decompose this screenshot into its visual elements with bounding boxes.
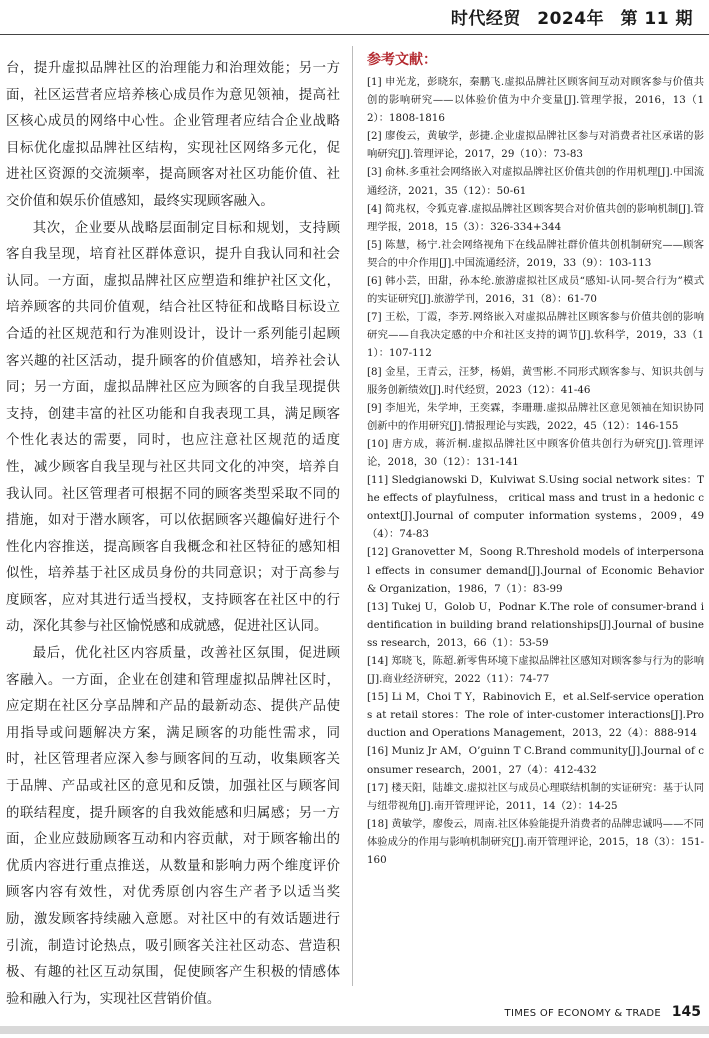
reference-item: [17] 楼天阳，陆雄文.虚拟社区与成员心理联结机制的实证研究：基于认同与纽带视角[J].南开管理评论，2011，14（2）：14-25 — [367, 781, 704, 812]
journal-year: 2024年 — [537, 9, 605, 29]
journal-issue: 第 11 期 — [620, 9, 693, 29]
reference-item: [2] 廖俊云，黄敏学，彭捷.企业虚拟品牌社区参与对消费者社区承诺的影响研究[J].管理评论，2017，29（10）：73-83 — [367, 130, 704, 161]
footer-bar — [0, 1026, 709, 1034]
reference-item: [1] 申光龙，彭晓东，秦鹏飞.虚拟品牌社区顾客间互动对顾客参与价值共创的影响研究——以体验价值为中介变量[J].管理学报，2016，13（12）：1808-1816 — [367, 76, 704, 125]
body-paragraph: 最后，优化社区内容质量，改善社区氛围，促进顾客融入。一方面，企业在创建和管理虚拟品牌社区时，应定期在社区分享品牌和产品的最新动态、提供产品使用指导或问题解决方案，满足顾客的功能性需求，同时，社区管理者应深入参与顾客间的互动，收集顾客关于品牌、产品或社区的意见和反馈，加强社区与顾客间的联结程度，提升顾客的自我效能感和归属感；另一方面，企业应鼓励顾客互动和内容贡献，对于顾客输出的优质内容进行重点推送，从数量和影响力两个维度评价顾客内容有效性，对优秀原创内容生产者予以适当奖励，激发顾客持续融入意愿。对社区中的有效话题进行引流，制造讨论热点，吸引顾客关注社区动态、营造积极、有趣的社区互动氛围，促使顾客产生积极的情感体验和融入行为，实现社区营销价值。 — [6, 646, 340, 1007]
body-text-column — [6, 56, 340, 1016]
reference-item: [6] 韩小芸，田甜，孙本纶.旅游虚拟社区成员“感知-认同-契合行为”模式的实证研究[J].旅游学刊，2016，31（8）：61-70 — [367, 275, 704, 306]
reference-item: [18] 黄敏学，廖俊云，周南.社区体验能提升消费者的品牌忠诚吗——不同体验成分的作用与影响机制研究[J].南开管理评论，2015，18（3）：151-160 — [367, 817, 704, 867]
journal-header — [441, 4, 693, 34]
references-heading: 参考文献： — [367, 52, 437, 68]
reference-item: [5] 陈慧，杨宁.社会网络视角下在线品牌社群价值共创机制研究——顾客契合的中介作用[J].中国流通经济，2019，33（9）：103-113 — [367, 238, 704, 269]
reference-item: [7] 王松，丁霞，李芳.网络嵌入对虚拟品牌社区顾客参与价值共创的影响研究——自我决定感的中介和社区支持的调节[J].软科学，2019，33（11）：107-112 — [367, 311, 704, 360]
references-column — [367, 50, 704, 970]
reference-item: [13] Tukej U，Golob U，Podnar K.The role of consumer-brand identification in building brand relationships[J].Journal of business research，2013，66（1）：53-59 — [367, 600, 704, 649]
reference-item: [10] 唐方成，蒋沂桐.虚拟品牌社区中顾客价值共创行为研究[J].管理评论，2018，30（12）：131-141 — [367, 437, 704, 468]
reference-item: [8] 金星，王青云，汪梦，杨娟，黄雪彬.不同形式顾客参与、知识共创与服务创新绩效[J].时代经贸，2023（12）：41-46 — [367, 365, 704, 396]
column-divider — [352, 46, 353, 986]
reference-item: [9] 李旭光，朱学坤，王奕霖，李珊珊.虚拟品牌社区意见领袖在知识协同创新中的作用研究[J].情报理论与实践，2022，45（12）：146-155 — [367, 401, 704, 432]
reference-item: [11] Sledgianowski D，Kulviwat S.Using social network sites：The effects of playfulness， critical mass and trust in a hedonic context[J].Journal of computer information systems，2009，49（4）：74-83 — [367, 474, 704, 541]
reference-item: [4] 简兆权，令狐克睿.虚拟品牌社区顾客契合对价值共创的影响机制[J].管理学报，2018，15（3）：326-334+344 — [367, 202, 704, 233]
reference-item: [16] Muniz Jr AM，O’guinn T C.Brand community[J].Journal of consumer research，2001，27（4）：412-432 — [367, 745, 704, 776]
reference-item: [3] 俞林.多重社会网络嵌入对虚拟品牌社区价值共创的作用机理[J].中国流通经济，2021，35（12）：50-61 — [367, 166, 704, 197]
journal-title: 时代经贸 — [450, 9, 521, 29]
page-footer — [0, 996, 709, 1038]
footer-journal-name: TIMES OF ECONOMY & TRADE — [504, 1008, 661, 1019]
reference-item: [12] Granovetter M，Soong R.Threshold models of interpersonal effects in consumer demand[J].Journal of Economic Behavior & Organization，1986，7（1）：83-99 — [367, 546, 704, 595]
header-divider — [0, 34, 709, 35]
page-number: 145 — [671, 1004, 701, 1020]
page-header — [0, 0, 709, 40]
body-paragraph: 台，提升虚拟品牌社区的治理能力和治理效能；另一方面，社区运营者应培养核心成员作为意见领袖，提高社区核心成员的网络中心性。企业管理者应结合企业战略目标优化虚拟品牌社区结构，实现社区网络多元化，促进社区资源的交流频率，提高顾客对社区功能价值、社交价值和娱乐价值感知，最终实现顾客融入。 — [6, 61, 340, 209]
body-paragraph: 其次，企业要从战略层面制定目标和规划，支持顾客自我呈现，培育社区群体意识，提升自我认同和社会认同。一方面，虚拟品牌社区应塑造和维护社区文化，培养顾客的共同价值观，结合社区特征和战略目标设立合适的社区规范和行为准则设计，设计一系列能引起顾客兴趣的社区活动，提升顾客的价值感知，培养社会认同；另一方面，虚拟品牌社区应为顾客的自我呈现提供支持，创建丰富的社区功能和自我表现工具，满足顾客个性化表达的需要，同时，也应注意社区规范的适度性，减少顾客自我呈现与社区共同文化的冲突，培养自我认同。社区管理者可根据不同的顾客类型采取不同的措施，如对于潜水顾客，可以依据顾客兴趣偏好进行个性化内容推送，提高顾客自我概念和社区特征的感知相似性，培养基于社区成员身份的共同意识；对于高参与度顾客，应对其进行适当授权，支持顾客在社区中的行动，深化其参与社区愉悦感和成就感，促进社区认同。 — [6, 220, 340, 635]
reference-item: [14] 郑晓飞，陈超.新零售环境下虚拟品牌社区感知对顾客参与行为的影响[J].商业经济研究，2022（11）：74-77 — [367, 655, 704, 686]
reference-item: [15] Li M，Choi T Y，Rabinovich E，et al.Self-service operations at retail stores：The role of inter-customer interactions[J].Production and Operations Management，2013，22（4）：888-914 — [367, 691, 704, 740]
